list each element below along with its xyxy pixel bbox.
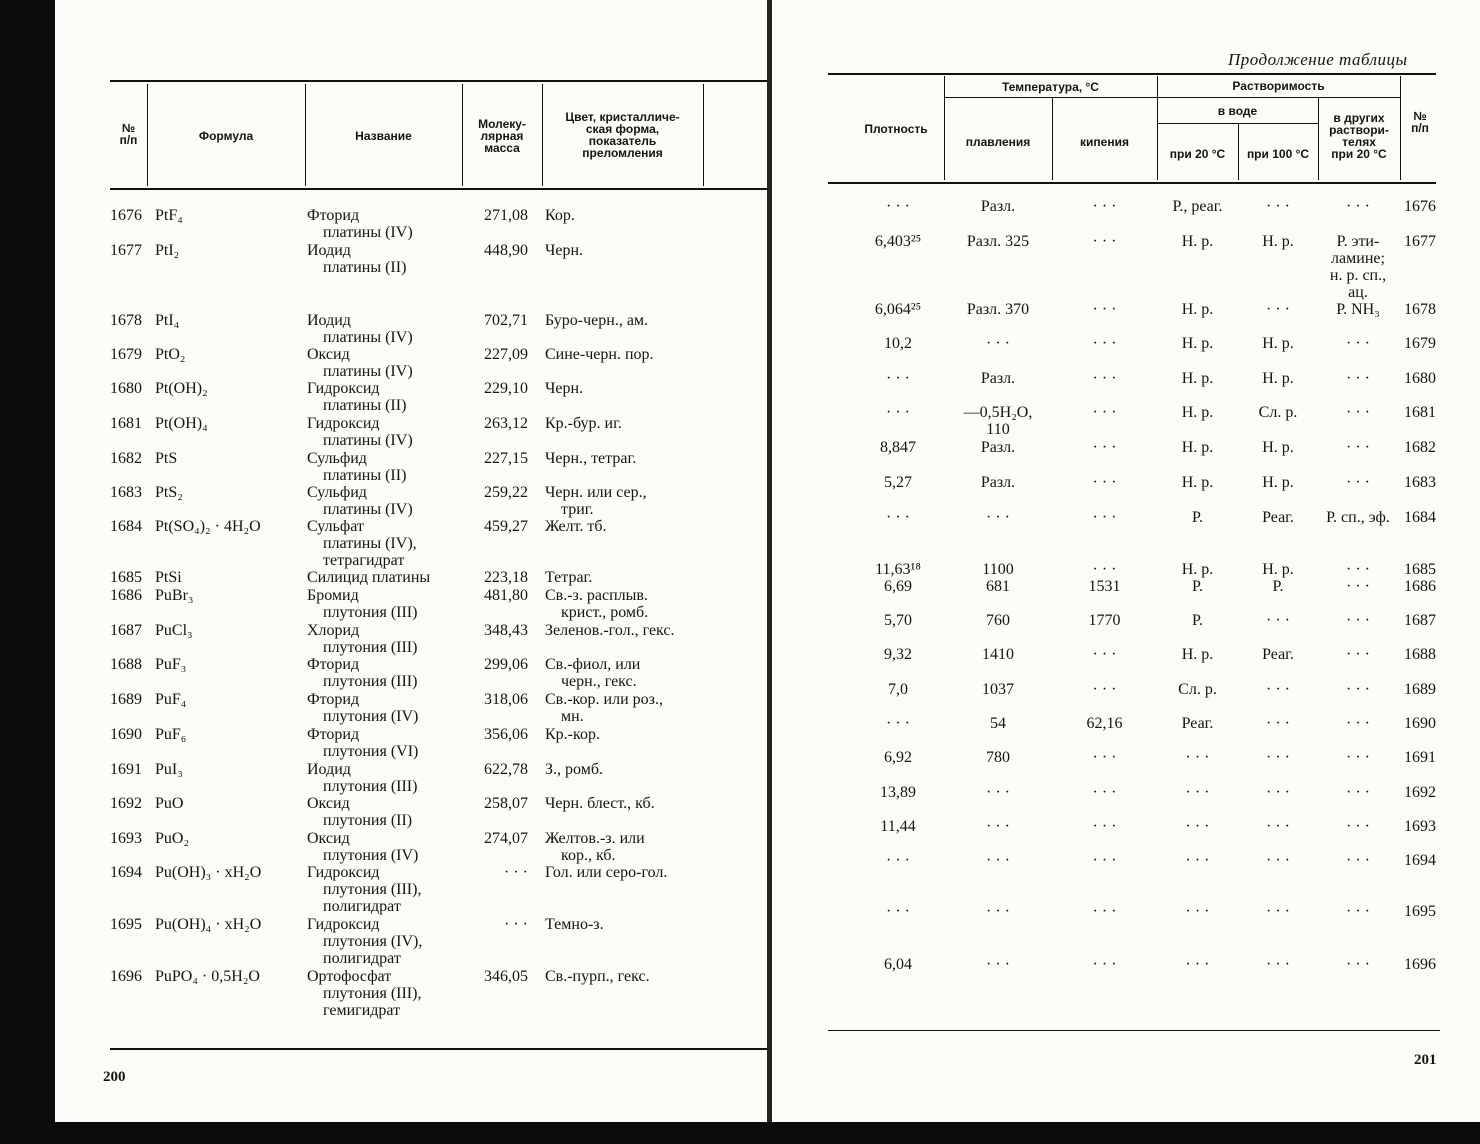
row-water-100: Н. р. xyxy=(1262,561,1294,578)
row-number: 1682 xyxy=(110,450,142,467)
row-density: · · · xyxy=(886,852,910,869)
row-name: Хлорид плутония (III) xyxy=(307,622,418,656)
row-formula: PuF₄ xyxy=(155,691,187,708)
row-water-100: · · · xyxy=(1266,681,1290,698)
row-color: Св.-пурп., гекс. xyxy=(545,968,650,985)
row-boiling: · · · xyxy=(1092,439,1117,456)
row-name: Гидроксид платины (II) xyxy=(307,380,407,414)
table-top-rule xyxy=(110,80,767,82)
row-number: 1692 xyxy=(1404,784,1436,801)
row-density: 5,27 xyxy=(884,474,912,491)
row-other-solvents: · · · xyxy=(1346,681,1370,698)
row-number: 1694 xyxy=(1404,852,1436,869)
row-name: Оксид плутония (II) xyxy=(307,795,413,829)
row-number: 1691 xyxy=(110,761,142,778)
row-water-20: Н. р. xyxy=(1181,404,1214,421)
row-density: 6,403²⁵ xyxy=(874,233,922,250)
row-boiling: · · · xyxy=(1092,301,1117,318)
row-mass: 348,43 xyxy=(484,622,528,639)
continuation-label: Продолжение таблицы xyxy=(1228,50,1408,69)
header-name: Название xyxy=(355,129,412,143)
row-name: Фторид платины (IV) xyxy=(307,207,413,241)
row-density: · · · xyxy=(886,370,910,387)
row-formula: Pt(OH)₂ xyxy=(155,380,208,397)
row-formula: PuI₃ xyxy=(155,761,183,778)
row-water-100: · · · xyxy=(1266,715,1290,732)
row-water-20: Н. р. xyxy=(1181,335,1214,352)
row-number: 1688 xyxy=(110,656,142,673)
page-number: 200 xyxy=(103,1069,126,1085)
row-name: Ортофосфат плутония (III), гемигидрат xyxy=(307,968,422,1019)
row-formula: Pu(OH)₃ · xH₂O xyxy=(155,864,262,881)
row-other-solvents: · · · xyxy=(1346,903,1370,920)
row-mass: 318,06 xyxy=(484,691,528,708)
row-water-100: · · · xyxy=(1266,903,1290,920)
row-other-solvents: · · · xyxy=(1346,474,1370,491)
row-number: 1683 xyxy=(1404,474,1436,491)
row-mass: 263,12 xyxy=(484,415,528,432)
row-boiling: · · · xyxy=(1092,784,1117,801)
row-formula: PuF₃ xyxy=(155,656,187,673)
row-number: 1688 xyxy=(1404,646,1436,663)
row-boiling: · · · xyxy=(1092,509,1117,526)
row-water-20: Реаг. xyxy=(1181,715,1214,732)
header-color: Цвет, кристалличе- ская форма, показатель преломления xyxy=(565,110,680,160)
row-water-100: · · · xyxy=(1266,749,1290,766)
row-formula: PtI₂ xyxy=(155,242,180,259)
row-formula: Pu(OH)₄ · xH₂O xyxy=(155,916,262,933)
row-water-20: Н. р. xyxy=(1181,233,1214,250)
header-bottom-rule xyxy=(828,182,1436,184)
row-color: Кор. xyxy=(545,207,575,224)
row-melting: Разл. 370 xyxy=(966,301,1030,318)
row-formula: PtSi xyxy=(155,569,182,586)
row-mass: 702,71 xyxy=(484,312,528,329)
header-formula: Формула xyxy=(198,129,254,143)
header-bottom-rule xyxy=(110,188,767,190)
row-number: 1689 xyxy=(110,691,142,708)
row-water-100: Н. р. xyxy=(1262,335,1294,352)
table-top-rule xyxy=(828,73,1436,75)
row-number: 1676 xyxy=(110,207,142,224)
row-melting: · · · xyxy=(986,852,1010,869)
row-boiling: 1531 xyxy=(1088,578,1121,595)
row-mass: 459,27 xyxy=(484,518,528,535)
row-color: Черн. или сер., триг. xyxy=(545,484,647,518)
page-number: 201 xyxy=(1414,1052,1437,1068)
row-melting: · · · xyxy=(986,818,1010,835)
row-color: Зеленов.-гол., гекс. xyxy=(545,622,675,639)
header-num: № п/п xyxy=(119,121,138,147)
row-color: З., ромб. xyxy=(545,761,603,778)
row-water-20: Н. р. xyxy=(1181,474,1214,491)
row-name: Гидроксид плутония (III), полигидрат xyxy=(307,864,422,915)
row-other-solvents: · · · xyxy=(1346,956,1370,973)
row-number: 1686 xyxy=(110,587,142,604)
row-number: 1695 xyxy=(1404,903,1436,920)
row-water-100: · · · xyxy=(1266,852,1290,869)
row-melting: —0,5H₂O, 110 xyxy=(963,404,1033,438)
row-name: Фторид плутония (IV) xyxy=(307,691,419,725)
row-color: Черн. xyxy=(545,380,584,397)
row-number: 1692 xyxy=(110,795,142,812)
row-other-solvents: · · · xyxy=(1346,749,1370,766)
header-boiling: кипения xyxy=(1080,135,1129,149)
row-name: Иодид платины (IV) xyxy=(307,312,413,346)
row-number: 1684 xyxy=(1404,509,1436,526)
row-melting: 760 xyxy=(986,612,1010,629)
row-melting: Разл. xyxy=(980,474,1016,491)
row-formula: PuF₆ xyxy=(155,726,187,743)
row-number: 1687 xyxy=(1404,612,1436,629)
row-formula: PuCl₃ xyxy=(155,622,193,639)
row-water-20: Сл. р. xyxy=(1178,681,1217,698)
row-number: 1676 xyxy=(1404,198,1436,215)
row-water-100: Реаг. xyxy=(1262,509,1294,526)
row-density: 13,89 xyxy=(880,784,916,801)
row-number: 1684 xyxy=(110,518,142,535)
row-mass: 258,07 xyxy=(484,795,528,812)
header-at-20: при 20 °С xyxy=(1169,147,1226,161)
row-name: Силицид платины xyxy=(307,569,431,586)
row-melting: 780 xyxy=(986,749,1010,766)
row-other-solvents: · · · xyxy=(1346,404,1370,421)
row-formula: PuO xyxy=(155,795,184,812)
row-number: 1685 xyxy=(1404,561,1436,578)
row-boiling: · · · xyxy=(1092,335,1117,352)
row-number: 1685 xyxy=(110,569,142,586)
row-number: 1680 xyxy=(1404,370,1436,387)
row-mass: 481,80 xyxy=(484,587,528,604)
row-mass: 448,90 xyxy=(484,242,528,259)
row-water-20: · · · xyxy=(1185,852,1210,869)
row-color: Сине-черн. пор. xyxy=(545,346,654,363)
row-color: Темно-з. xyxy=(545,916,604,933)
row-density: 11,44 xyxy=(880,818,916,835)
header-in-water: в воде xyxy=(1217,104,1258,118)
row-other-solvents: · · · xyxy=(1346,852,1370,869)
row-boiling: · · · xyxy=(1092,681,1117,698)
row-water-100: Р. xyxy=(1272,578,1284,595)
row-number: 1679 xyxy=(110,346,142,363)
row-number: 1686 xyxy=(1404,578,1436,595)
row-boiling: · · · xyxy=(1092,198,1117,215)
left-page xyxy=(55,0,767,1122)
row-number: 1687 xyxy=(110,622,142,639)
row-density: 6,69 xyxy=(884,578,912,595)
row-color: Гол. или серо-гол. xyxy=(545,864,668,881)
row-other-solvents: · · · xyxy=(1346,335,1370,352)
row-water-100: · · · xyxy=(1266,956,1290,973)
row-density: 5,70 xyxy=(884,612,912,629)
row-water-100: · · · xyxy=(1266,198,1290,215)
row-other-solvents: Р. сп., эф. xyxy=(1326,509,1390,526)
row-water-20: · · · xyxy=(1185,956,1210,973)
row-number: 1696 xyxy=(110,968,142,985)
row-boiling: · · · xyxy=(1092,404,1117,421)
row-mass: 229,10 xyxy=(484,380,528,397)
row-water-20: Н. р. xyxy=(1181,439,1214,456)
table-bottom-rule xyxy=(110,1048,767,1050)
row-melting: · · · xyxy=(986,956,1010,973)
row-melting: · · · xyxy=(986,335,1010,352)
row-melting: 681 xyxy=(986,578,1010,595)
row-water-100: Сл. р. xyxy=(1258,404,1298,421)
header-solubility: Растворимость xyxy=(1232,79,1325,93)
row-number: 1694 xyxy=(110,864,142,881)
row-density: · · · xyxy=(886,404,910,421)
row-number: 1680 xyxy=(110,380,142,397)
row-mass: 271,08 xyxy=(484,207,528,224)
row-name: Фторид плутония (III) xyxy=(307,656,418,690)
row-density: 7,0 xyxy=(888,681,908,698)
row-other-solvents: · · · xyxy=(1346,370,1370,387)
row-melting: · · · xyxy=(986,784,1010,801)
row-boiling: · · · xyxy=(1092,818,1117,835)
row-number: 1690 xyxy=(110,726,142,743)
row-water-100: Н. р. xyxy=(1262,474,1294,491)
row-color: Св.-кор. или роз., мн. xyxy=(545,691,663,725)
row-water-20: · · · xyxy=(1185,818,1210,835)
row-melting: Разл. 325 xyxy=(966,233,1030,250)
header-melting: плавления xyxy=(965,135,1031,149)
row-other-solvents: Р. эти- ламине; н. р. сп., ац. xyxy=(1329,233,1387,301)
row-density: · · · xyxy=(886,198,910,215)
row-boiling: · · · xyxy=(1092,956,1117,973)
row-number: 1677 xyxy=(110,242,142,259)
row-water-20: Р. xyxy=(1192,578,1203,595)
row-water-100: · · · xyxy=(1266,612,1290,629)
row-water-20: Н. р. xyxy=(1181,370,1214,387)
row-boiling: · · · xyxy=(1092,646,1117,663)
row-water-100: · · · xyxy=(1266,301,1290,318)
row-water-100: · · · xyxy=(1266,784,1290,801)
row-color: Кр.-бур. иг. xyxy=(545,415,622,432)
row-number: 1677 xyxy=(1404,233,1436,250)
header-at-100: при 100 °С xyxy=(1246,147,1310,161)
row-mass: · · · xyxy=(504,864,528,881)
row-color: Желт. тб. xyxy=(545,518,607,535)
header-other-solvents: в других раствори- телях при 20 °С xyxy=(1329,111,1389,161)
row-name: Сульфат платины (IV), тетрагидрат xyxy=(307,518,417,569)
row-water-100: Н. р. xyxy=(1262,439,1294,456)
column-divider xyxy=(1400,76,1401,180)
row-formula: PuO₂ xyxy=(155,830,190,847)
row-water-100: Н. р. xyxy=(1262,233,1294,250)
row-melting: Разл. xyxy=(980,370,1016,387)
row-number: 1678 xyxy=(110,312,142,329)
row-number: 1695 xyxy=(110,916,142,933)
row-formula: Pt(OH)₄ xyxy=(155,415,208,432)
row-other-solvents: · · · xyxy=(1346,439,1370,456)
row-number: 1678 xyxy=(1404,301,1436,318)
row-number: 1693 xyxy=(110,830,142,847)
row-water-20: · · · xyxy=(1185,903,1210,920)
row-formula: PuBr₃ xyxy=(155,587,194,604)
row-water-20: Н. р. xyxy=(1181,301,1214,318)
row-water-20: Н. р. xyxy=(1181,561,1214,578)
row-mass: 227,15 xyxy=(484,450,528,467)
row-number: 1690 xyxy=(1404,715,1436,732)
row-boiling: · · · xyxy=(1092,749,1117,766)
row-formula: PtO₂ xyxy=(155,346,186,363)
row-other-solvents: Р. NH₃ xyxy=(1336,301,1380,318)
row-formula: PtS₂ xyxy=(155,484,183,501)
header-density: Плотность xyxy=(864,122,928,136)
row-mass: 299,06 xyxy=(484,656,528,673)
header-mass: Молеку- лярная масса xyxy=(478,117,526,155)
row-mass: 223,18 xyxy=(484,569,528,586)
row-mass: 356,06 xyxy=(484,726,528,743)
row-mass: 259,22 xyxy=(484,484,528,501)
row-color: Черн. блест., кб. xyxy=(545,795,655,812)
row-water-20: · · · xyxy=(1185,749,1210,766)
row-density: 6,04 xyxy=(884,956,912,973)
row-name: Иодид платины (II) xyxy=(307,242,407,276)
row-number: 1689 xyxy=(1404,681,1436,698)
right-page xyxy=(772,0,1480,1122)
row-boiling: · · · xyxy=(1092,561,1117,578)
row-formula: PtI₄ xyxy=(155,312,180,329)
row-boiling: · · · xyxy=(1092,852,1117,869)
row-boiling: · · · xyxy=(1092,233,1117,250)
row-mass: 346,05 xyxy=(484,968,528,985)
table-bottom-rule xyxy=(828,1030,1440,1031)
row-other-solvents: · · · xyxy=(1346,715,1370,732)
row-density: 9,32 xyxy=(884,646,912,663)
row-name: Фторид плутония (VI) xyxy=(307,726,419,760)
row-density: · · · xyxy=(886,715,910,732)
row-color: Буро-черн., ам. xyxy=(545,312,649,329)
row-color: Желтов.-з. или кор., кб. xyxy=(545,830,645,864)
row-color: Св.-з. расплыв. крист., ромб. xyxy=(545,587,649,621)
row-melting: 1037 xyxy=(982,681,1014,698)
row-number: 1696 xyxy=(1404,956,1436,973)
row-color: Черн. xyxy=(545,242,584,259)
row-other-solvents: · · · xyxy=(1346,646,1370,663)
row-name: Сульфид платины (IV) xyxy=(307,484,413,518)
row-other-solvents: · · · xyxy=(1346,198,1370,215)
row-density: 10,2 xyxy=(884,335,912,352)
row-density: 6,92 xyxy=(884,749,912,766)
row-formula: PuPO₄ · 0,5H₂O xyxy=(155,968,260,985)
column-divider xyxy=(703,84,704,186)
row-melting: · · · xyxy=(986,903,1010,920)
row-water-20: Р., реаг. xyxy=(1172,198,1223,215)
row-color: Тетраг. xyxy=(545,569,593,586)
row-other-solvents: · · · xyxy=(1346,578,1370,595)
row-melting: 1410 xyxy=(982,646,1014,663)
row-density: · · · xyxy=(886,509,910,526)
row-water-20: · · · xyxy=(1185,784,1210,801)
row-other-solvents: · · · xyxy=(1346,561,1370,578)
row-other-solvents: · · · xyxy=(1346,612,1370,629)
row-number: 1693 xyxy=(1404,818,1436,835)
row-name: Гидроксид плутония (IV), полигидрат xyxy=(307,916,423,967)
row-name: Сульфид платины (II) xyxy=(307,450,407,484)
row-name: Иодид плутония (III) xyxy=(307,761,418,795)
row-color: Кр.-кор. xyxy=(545,726,600,743)
row-number: 1681 xyxy=(110,415,142,432)
row-water-20: Р. xyxy=(1192,612,1203,629)
row-boiling: 1770 xyxy=(1088,612,1121,629)
row-mass: 274,07 xyxy=(484,830,528,847)
row-name: Оксид платины (IV) xyxy=(307,346,413,380)
row-water-100: · · · xyxy=(1266,818,1290,835)
row-melting: · · · xyxy=(986,509,1010,526)
row-color: Черн., тетраг. xyxy=(545,450,637,467)
row-color: Св.-фиол, или черн., гекс. xyxy=(545,656,641,690)
row-density: · · · xyxy=(886,903,910,920)
header-num: № п/п xyxy=(1411,109,1429,135)
row-number: 1682 xyxy=(1404,439,1436,456)
row-other-solvents: · · · xyxy=(1346,784,1370,801)
row-mass: 227,09 xyxy=(484,346,528,363)
row-water-20: Р. xyxy=(1192,509,1203,526)
row-formula: PtF₄ xyxy=(155,207,183,224)
row-boiling: · · · xyxy=(1092,474,1117,491)
row-mass: 622,78 xyxy=(484,761,528,778)
row-water-100: Н. р. xyxy=(1262,370,1294,387)
row-number: 1679 xyxy=(1404,335,1436,352)
row-formula: PtS xyxy=(155,450,178,467)
row-density: 8,847 xyxy=(880,439,916,456)
header-sub-rule xyxy=(1157,123,1318,124)
row-name: Оксид плутония (IV) xyxy=(307,830,419,864)
header-sub-rule xyxy=(944,97,1400,98)
row-mass: · · · xyxy=(504,916,528,933)
row-number: 1681 xyxy=(1404,404,1436,421)
row-boiling: 62,16 xyxy=(1086,715,1123,732)
row-number: 1683 xyxy=(110,484,142,501)
row-name: Гидроксид платины (IV) xyxy=(307,415,413,449)
row-density: 6,064²⁵ xyxy=(874,301,922,318)
row-melting: Разл. xyxy=(980,439,1016,456)
row-boiling: · · · xyxy=(1092,903,1117,920)
row-name: Бромид плутония (III) xyxy=(307,587,418,621)
row-water-100: Реаг. xyxy=(1262,646,1294,663)
row-number: 1691 xyxy=(1404,749,1436,766)
row-other-solvents: · · · xyxy=(1346,818,1370,835)
row-boiling: · · · xyxy=(1092,370,1117,387)
row-melting: 54 xyxy=(990,715,1006,732)
row-melting: 1100 xyxy=(982,561,1014,578)
header-temperature: Температура, °С xyxy=(1002,80,1099,94)
row-water-20: Н. р. xyxy=(1181,646,1214,663)
row-formula: Pt(SO₄)₂ · 4H₂O xyxy=(155,518,261,535)
row-density: 11,63¹⁸ xyxy=(875,561,921,578)
row-melting: Разл. xyxy=(980,198,1016,215)
